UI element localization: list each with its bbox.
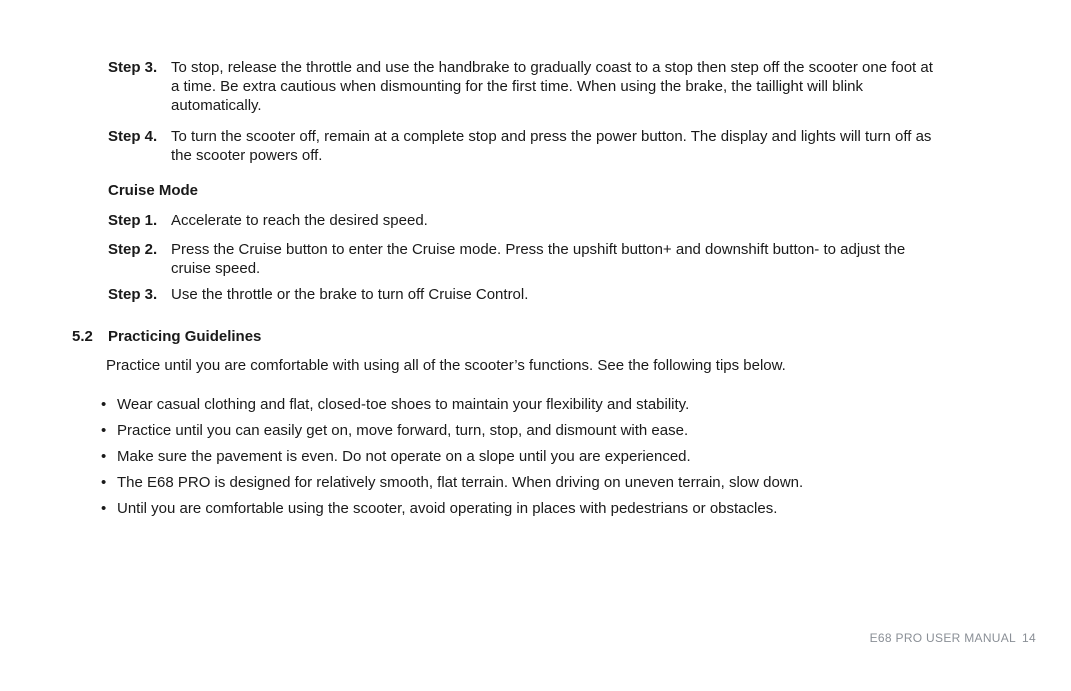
step-text: To turn the scooter off, remain at a complete stop and press the power button. The display and lights will turn off as the scooter powers off. [171,128,932,164]
step-text: To stop, release the throttle and use the handbrake to gradually coast to a stop then step off the scooter one foot at a time. Be extra cautious when dismounting for the first time. When using the brake, the taillight will blink automatically. [171,59,933,114]
step-4-turn-off [108,127,938,165]
list-item-text: Wear casual clothing and flat, closed-toe shoes to maintain your flexibility and stability. [117,396,690,413]
step-text: Accelerate to reach the desired speed. [171,212,428,229]
list-item [101,447,803,473]
bullet-icon: • [101,474,107,491]
bullet-icon: • [101,500,107,517]
step-3-stop [108,58,938,115]
list-item-text: Make sure the pavement is even. Do not operate on a slope until you are experienced. [117,448,691,465]
cruise-step-3 [108,285,938,304]
bullet-icon: • [101,422,107,439]
step-label: Step 3. [108,59,158,76]
list-item-text: The E68 PRO is designed for relatively smooth, flat terrain. When driving on uneven terrain, slow down. [117,474,804,491]
bullet-icon: • [101,448,107,465]
page-footer [870,631,1036,645]
cruise-mode-heading: Cruise Mode [108,182,199,199]
step-text: Use the throttle or the brake to turn off Cruise Control. [171,286,529,303]
step-text: Press the Cruise button to enter the Cruise mode. Press the upshift button+ and downshift button- to adjust the cruise speed. [171,241,906,277]
list-item-text: Practice until you can easily get on, move forward, turn, stop, and dismount with ease. [117,422,689,439]
step-label: Step 2. [108,241,158,258]
section-intro: Practice until you are comfortable with using all of the scooter’s functions. See the following tips below. [106,357,786,374]
section-title: Practicing Guidelines [108,328,262,345]
cruise-step-2 [108,240,908,278]
cruise-step-1 [108,211,938,230]
bullet-icon: • [101,396,107,413]
manual-title: E68 PRO USER MANUAL [869,631,1017,645]
step-label: Step 3. [108,286,158,303]
step-label: Step 1. [108,212,158,229]
section-number: 5.2 [72,328,93,345]
list-item [101,473,803,499]
tips-list [101,395,803,525]
list-item-text: Until you are comfortable using the scooter, avoid operating in places with pedestrians or obstacles. [117,500,778,517]
list-item [101,499,803,525]
list-item [101,395,803,421]
section-heading [72,328,261,345]
list-item [101,421,803,447]
step-label: Step 4. [108,128,158,145]
page-number: 14 [1022,631,1036,645]
